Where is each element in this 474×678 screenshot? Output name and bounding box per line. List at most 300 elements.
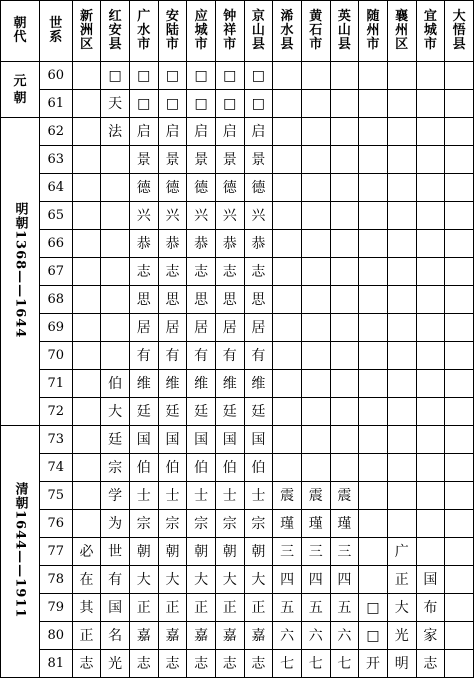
table-row xyxy=(1,230,474,258)
column-header-label: 英 山 县 xyxy=(337,9,351,52)
generation-character-cell xyxy=(273,454,302,482)
generation-character-cell: 国 xyxy=(158,426,187,454)
generation-character-cell: 正 xyxy=(129,594,158,622)
generation-character-cell xyxy=(101,314,130,342)
column-header-label: 新 洲 区 xyxy=(79,9,93,52)
table-row xyxy=(1,370,474,398)
generation-character-cell: 为 xyxy=(101,510,130,538)
generation-character-cell xyxy=(445,174,474,202)
header-row xyxy=(1,1,474,62)
generation-character-cell xyxy=(416,62,445,90)
generation-character-cell xyxy=(101,174,130,202)
table-row xyxy=(1,342,474,370)
generation-character-cell: 大 xyxy=(158,566,187,594)
table-row xyxy=(1,482,474,510)
generation-character-cell: □ xyxy=(158,62,187,90)
generation-character-cell xyxy=(445,454,474,482)
generation-number: 79 xyxy=(39,594,72,622)
table-row xyxy=(1,622,474,650)
generation-character-cell: 景 xyxy=(215,146,244,174)
generation-character-cell: 居 xyxy=(215,314,244,342)
generation-character-cell xyxy=(445,426,474,454)
generation-character-cell: 兴 xyxy=(158,202,187,230)
generation-character-cell: 兴 xyxy=(129,202,158,230)
generation-character-cell: 有 xyxy=(158,342,187,370)
generation-character-cell xyxy=(273,146,302,174)
generation-character-cell xyxy=(387,398,416,426)
generation-character-cell: 必 xyxy=(72,538,101,566)
generation-character-cell xyxy=(359,258,388,286)
generation-character-cell: □ xyxy=(129,62,158,90)
generation-character-cell xyxy=(72,230,101,258)
column-header xyxy=(39,1,72,62)
generation-character-cell xyxy=(301,398,330,426)
generation-character-cell: 大 xyxy=(244,566,273,594)
generation-character-cell xyxy=(101,258,130,286)
generation-character-cell xyxy=(72,398,101,426)
generation-character-cell xyxy=(301,370,330,398)
generation-number: 80 xyxy=(39,622,72,650)
generation-character-cell: 朝 xyxy=(244,538,273,566)
generation-number: 78 xyxy=(39,566,72,594)
column-header-label: 红 安 县 xyxy=(108,9,122,52)
generation-character-cell xyxy=(445,594,474,622)
generation-number: 71 xyxy=(39,370,72,398)
generation-character-cell xyxy=(330,90,359,118)
generation-character-cell xyxy=(387,286,416,314)
dynasty-cell xyxy=(1,426,40,678)
generation-character-cell xyxy=(359,202,388,230)
generation-character-cell xyxy=(101,342,130,370)
generation-character-cell xyxy=(416,426,445,454)
generation-character-cell xyxy=(273,174,302,202)
generation-character-cell: □ xyxy=(359,594,388,622)
generation-character-cell: 大 xyxy=(101,398,130,426)
generation-character-cell: 德 xyxy=(244,174,273,202)
generation-character-cell: 廷 xyxy=(158,398,187,426)
generation-character-cell xyxy=(330,314,359,342)
generation-character-cell: 三 xyxy=(301,538,330,566)
generation-character-cell xyxy=(301,426,330,454)
column-header xyxy=(1,1,40,62)
generation-character-cell xyxy=(445,118,474,146)
generation-character-cell xyxy=(359,342,388,370)
generation-number: 70 xyxy=(39,342,72,370)
generation-character-cell: 朝 xyxy=(158,538,187,566)
column-header xyxy=(330,1,359,62)
table-body xyxy=(1,1,474,678)
generation-character-cell: 五 xyxy=(273,594,302,622)
generation-character-cell xyxy=(273,118,302,146)
generation-character-cell xyxy=(387,230,416,258)
column-header xyxy=(387,1,416,62)
generation-character-cell: 嘉 xyxy=(187,622,216,650)
generation-character-cell xyxy=(330,174,359,202)
generation-character-cell: 廷 xyxy=(244,398,273,426)
generation-character-cell: 四 xyxy=(273,566,302,594)
column-header xyxy=(72,1,101,62)
generation-number: 64 xyxy=(39,174,72,202)
generation-character-cell xyxy=(387,146,416,174)
generation-character-cell xyxy=(330,230,359,258)
generation-character-cell xyxy=(387,342,416,370)
generation-character-cell xyxy=(359,510,388,538)
generation-character-cell: 开 xyxy=(359,650,388,678)
generation-character-cell: 景 xyxy=(129,146,158,174)
generation-character-cell xyxy=(273,258,302,286)
generation-character-cell xyxy=(445,398,474,426)
generation-number: 63 xyxy=(39,146,72,174)
generation-character-cell xyxy=(273,62,302,90)
generation-character-cell xyxy=(359,370,388,398)
generation-number: 60 xyxy=(39,62,72,90)
dynasty-label: 明朝1368——1644 xyxy=(12,201,28,339)
generation-character-cell xyxy=(387,314,416,342)
generation-character-cell xyxy=(359,314,388,342)
generation-character-cell xyxy=(72,314,101,342)
generation-character-cell xyxy=(445,622,474,650)
generation-character-cell: 明 xyxy=(387,650,416,678)
table-row xyxy=(1,258,474,286)
generation-character-cell xyxy=(301,342,330,370)
generation-character-cell: 国 xyxy=(101,594,130,622)
generation-character-cell xyxy=(416,370,445,398)
generation-character-cell xyxy=(445,566,474,594)
generation-character-cell: 廷 xyxy=(129,398,158,426)
generation-character-cell xyxy=(445,342,474,370)
generation-character-cell: 其 xyxy=(72,594,101,622)
generation-character-cell xyxy=(359,146,388,174)
generation-character-cell: 朝 xyxy=(187,538,216,566)
generation-character-cell xyxy=(445,286,474,314)
generation-character-cell xyxy=(387,62,416,90)
generation-character-cell: □ xyxy=(359,622,388,650)
generation-character-cell: 恭 xyxy=(158,230,187,258)
table-row xyxy=(1,90,474,118)
generation-character-cell: 有 xyxy=(101,566,130,594)
generation-number: 76 xyxy=(39,510,72,538)
generation-character-cell: 宗 xyxy=(101,454,130,482)
generation-character-cell: 震 xyxy=(301,482,330,510)
generation-character-cell: 志 xyxy=(187,258,216,286)
generation-character-cell: 志 xyxy=(416,650,445,678)
generation-character-cell: 志 xyxy=(244,258,273,286)
generation-character-cell: 德 xyxy=(215,174,244,202)
generation-character-cell xyxy=(273,314,302,342)
column-header-label: 襄 州 区 xyxy=(395,9,409,52)
generation-character-cell xyxy=(387,90,416,118)
generation-character-cell: 七 xyxy=(301,650,330,678)
generation-character-cell xyxy=(301,230,330,258)
generation-character-cell: 宗 xyxy=(215,510,244,538)
generation-number: 73 xyxy=(39,426,72,454)
generation-character-cell xyxy=(330,398,359,426)
generation-character-cell: 士 xyxy=(215,482,244,510)
generation-character-cell: 士 xyxy=(244,482,273,510)
generation-character-cell xyxy=(72,454,101,482)
dynasty-label: 元 朝 xyxy=(13,73,27,106)
generation-character-cell xyxy=(301,62,330,90)
generation-character-cell xyxy=(416,286,445,314)
generation-character-cell xyxy=(359,482,388,510)
generation-character-cell xyxy=(445,650,474,678)
generation-character-cell: 布 xyxy=(416,594,445,622)
generation-character-cell xyxy=(72,370,101,398)
generation-character-cell xyxy=(359,426,388,454)
generation-character-cell xyxy=(445,370,474,398)
generation-character-cell xyxy=(301,202,330,230)
generation-number: 81 xyxy=(39,650,72,678)
generation-character-cell: □ xyxy=(101,62,130,90)
column-header xyxy=(273,1,302,62)
generation-character-cell xyxy=(330,286,359,314)
table-row xyxy=(1,398,474,426)
generation-character-cell: 正 xyxy=(72,622,101,650)
generation-character-cell: 震 xyxy=(273,482,302,510)
generation-character-cell: 家 xyxy=(416,622,445,650)
column-header xyxy=(445,1,474,62)
generation-number: 69 xyxy=(39,314,72,342)
column-header-label: 朝 代 xyxy=(13,16,27,45)
generation-character-cell: 七 xyxy=(273,650,302,678)
generation-character-cell xyxy=(416,258,445,286)
column-header-label: 应 城 市 xyxy=(194,9,208,52)
generation-character-cell xyxy=(273,398,302,426)
generation-character-cell: 启 xyxy=(244,118,273,146)
generation-character-cell: 居 xyxy=(187,314,216,342)
generation-character-cell xyxy=(387,482,416,510)
generation-number: 65 xyxy=(39,202,72,230)
generation-character-cell: 伯 xyxy=(187,454,216,482)
generation-character-cell: 七 xyxy=(330,650,359,678)
generation-character-cell xyxy=(445,230,474,258)
column-header-label: 随 州 市 xyxy=(366,9,380,52)
table-row xyxy=(1,62,474,90)
generation-character-cell: 志 xyxy=(187,650,216,678)
generation-character-cell: □ xyxy=(129,90,158,118)
generation-character-cell: 广 xyxy=(387,538,416,566)
generation-character-cell: 正 xyxy=(244,594,273,622)
generation-character-cell xyxy=(359,174,388,202)
generation-character-cell: 国 xyxy=(416,566,445,594)
generation-character-cell xyxy=(301,258,330,286)
generation-character-cell: 法 xyxy=(101,118,130,146)
generation-number: 72 xyxy=(39,398,72,426)
generation-character-cell xyxy=(445,202,474,230)
generation-character-cell xyxy=(359,538,388,566)
generation-character-cell xyxy=(72,118,101,146)
table-row xyxy=(1,146,474,174)
generation-character-cell xyxy=(330,202,359,230)
generation-character-cell: 思 xyxy=(158,286,187,314)
generation-character-cell: 维 xyxy=(129,370,158,398)
generation-character-cell: 大 xyxy=(215,566,244,594)
generation-character-cell: 景 xyxy=(158,146,187,174)
generation-character-cell: 居 xyxy=(129,314,158,342)
generation-character-cell: □ xyxy=(215,62,244,90)
generation-character-cell xyxy=(416,230,445,258)
generation-character-cell: 启 xyxy=(187,118,216,146)
generation-character-cell: 朝 xyxy=(129,538,158,566)
generation-number: 67 xyxy=(39,258,72,286)
generation-character-cell xyxy=(330,342,359,370)
generation-character-cell: 恭 xyxy=(187,230,216,258)
column-header xyxy=(129,1,158,62)
generation-character-cell: 四 xyxy=(330,566,359,594)
column-header-label: 宜 城 市 xyxy=(423,9,437,52)
generation-character-cell xyxy=(72,342,101,370)
generation-character-cell: 宗 xyxy=(187,510,216,538)
generation-character-cell xyxy=(72,174,101,202)
column-header-label: 钟 祥 市 xyxy=(223,9,237,52)
column-header-label: 安 陆 市 xyxy=(165,9,179,52)
generation-character-cell: 志 xyxy=(215,650,244,678)
generation-character-cell xyxy=(273,370,302,398)
generation-character-cell: 居 xyxy=(158,314,187,342)
generation-character-cell xyxy=(387,426,416,454)
generation-character-cell xyxy=(72,510,101,538)
generation-character-cell: 伯 xyxy=(215,454,244,482)
generation-character-cell: 世 xyxy=(101,538,130,566)
generation-character-cell xyxy=(387,510,416,538)
generation-character-cell: 光 xyxy=(387,622,416,650)
generation-character-cell: 有 xyxy=(215,342,244,370)
column-header xyxy=(158,1,187,62)
generation-character-cell: 三 xyxy=(330,538,359,566)
generation-character-cell xyxy=(416,118,445,146)
column-header xyxy=(301,1,330,62)
table-row xyxy=(1,650,474,678)
generation-character-cell: 学 xyxy=(101,482,130,510)
generation-character-cell: 四 xyxy=(301,566,330,594)
generation-character-cell: □ xyxy=(244,90,273,118)
column-header-label: 大 悟 县 xyxy=(452,9,466,52)
generation-character-cell xyxy=(301,118,330,146)
generation-character-cell: 朝 xyxy=(215,538,244,566)
generation-character-cell xyxy=(359,230,388,258)
generation-character-cell xyxy=(273,202,302,230)
generation-character-cell: 嘉 xyxy=(215,622,244,650)
generation-character-cell: □ xyxy=(215,90,244,118)
generation-character-cell xyxy=(416,510,445,538)
generation-character-cell xyxy=(101,202,130,230)
generation-character-cell: 嘉 xyxy=(158,622,187,650)
generation-character-cell: 德 xyxy=(187,174,216,202)
table-row xyxy=(1,566,474,594)
generation-character-cell xyxy=(273,426,302,454)
generation-character-cell: 士 xyxy=(158,482,187,510)
table-row xyxy=(1,286,474,314)
generation-character-cell xyxy=(359,454,388,482)
generation-character-cell: 有 xyxy=(187,342,216,370)
generation-number: 75 xyxy=(39,482,72,510)
generation-number: 77 xyxy=(39,538,72,566)
generation-character-cell xyxy=(387,202,416,230)
generation-character-cell xyxy=(359,566,388,594)
generation-character-cell xyxy=(330,62,359,90)
dynasty-cell xyxy=(1,62,40,118)
column-header xyxy=(359,1,388,62)
generation-character-cell: 光 xyxy=(101,650,130,678)
generation-character-cell: 志 xyxy=(72,650,101,678)
generation-character-cell: 宗 xyxy=(129,510,158,538)
generation-character-cell: 三 xyxy=(273,538,302,566)
generation-character-cell: 兴 xyxy=(187,202,216,230)
generation-character-cell: 六 xyxy=(273,622,302,650)
generation-character-cell: 德 xyxy=(129,174,158,202)
generation-character-cell xyxy=(72,202,101,230)
generation-character-cell: 思 xyxy=(215,286,244,314)
generation-character-cell: 正 xyxy=(387,566,416,594)
generation-number: 68 xyxy=(39,286,72,314)
generation-character-cell: 伯 xyxy=(129,454,158,482)
column-header-label: 浠 水 县 xyxy=(280,9,294,52)
generation-number: 66 xyxy=(39,230,72,258)
column-header xyxy=(416,1,445,62)
generation-character-cell: 思 xyxy=(187,286,216,314)
generation-character-cell xyxy=(72,426,101,454)
generation-character-cell xyxy=(445,510,474,538)
table-row xyxy=(1,594,474,622)
generation-character-cell: 廷 xyxy=(215,398,244,426)
table-row xyxy=(1,174,474,202)
generation-character-cell: 志 xyxy=(244,650,273,678)
generation-character-cell: 启 xyxy=(158,118,187,146)
generation-character-cell: 维 xyxy=(158,370,187,398)
generation-character-cell: 正 xyxy=(158,594,187,622)
generation-character-cell: 志 xyxy=(129,258,158,286)
generation-character-cell xyxy=(72,62,101,90)
generation-character-cell: □ xyxy=(244,62,273,90)
generation-character-cell: 廷 xyxy=(101,426,130,454)
generation-character-cell xyxy=(72,146,101,174)
column-header-label: 黄 石 市 xyxy=(309,9,323,52)
generation-character-cell xyxy=(359,90,388,118)
generation-character-cell xyxy=(301,174,330,202)
generation-character-cell xyxy=(416,202,445,230)
generation-character-cell xyxy=(330,454,359,482)
table-row xyxy=(1,510,474,538)
generation-character-cell: 大 xyxy=(387,594,416,622)
generation-character-cell: 启 xyxy=(129,118,158,146)
generation-character-cell: 恭 xyxy=(129,230,158,258)
generation-character-cell xyxy=(416,342,445,370)
generation-character-cell: 震 xyxy=(330,482,359,510)
generation-character-cell: 思 xyxy=(244,286,273,314)
generation-character-cell xyxy=(273,342,302,370)
generation-character-cell xyxy=(330,370,359,398)
generation-character-cell: 启 xyxy=(215,118,244,146)
generation-character-cell xyxy=(445,314,474,342)
column-header xyxy=(101,1,130,62)
table-row xyxy=(1,454,474,482)
column-header xyxy=(244,1,273,62)
generation-character-cell xyxy=(445,146,474,174)
generation-character-cell: 大 xyxy=(129,566,158,594)
generation-character-cell: 维 xyxy=(187,370,216,398)
generation-character-cell: 国 xyxy=(215,426,244,454)
generation-character-cell xyxy=(416,398,445,426)
generation-character-cell xyxy=(273,90,302,118)
generation-number: 62 xyxy=(39,118,72,146)
generation-character-cell xyxy=(387,118,416,146)
generation-character-cell xyxy=(273,286,302,314)
generation-character-cell xyxy=(301,90,330,118)
column-header-label: 广 水 市 xyxy=(137,9,151,52)
generation-character-cell xyxy=(359,118,388,146)
generation-character-cell: 思 xyxy=(129,286,158,314)
generation-character-cell xyxy=(101,230,130,258)
